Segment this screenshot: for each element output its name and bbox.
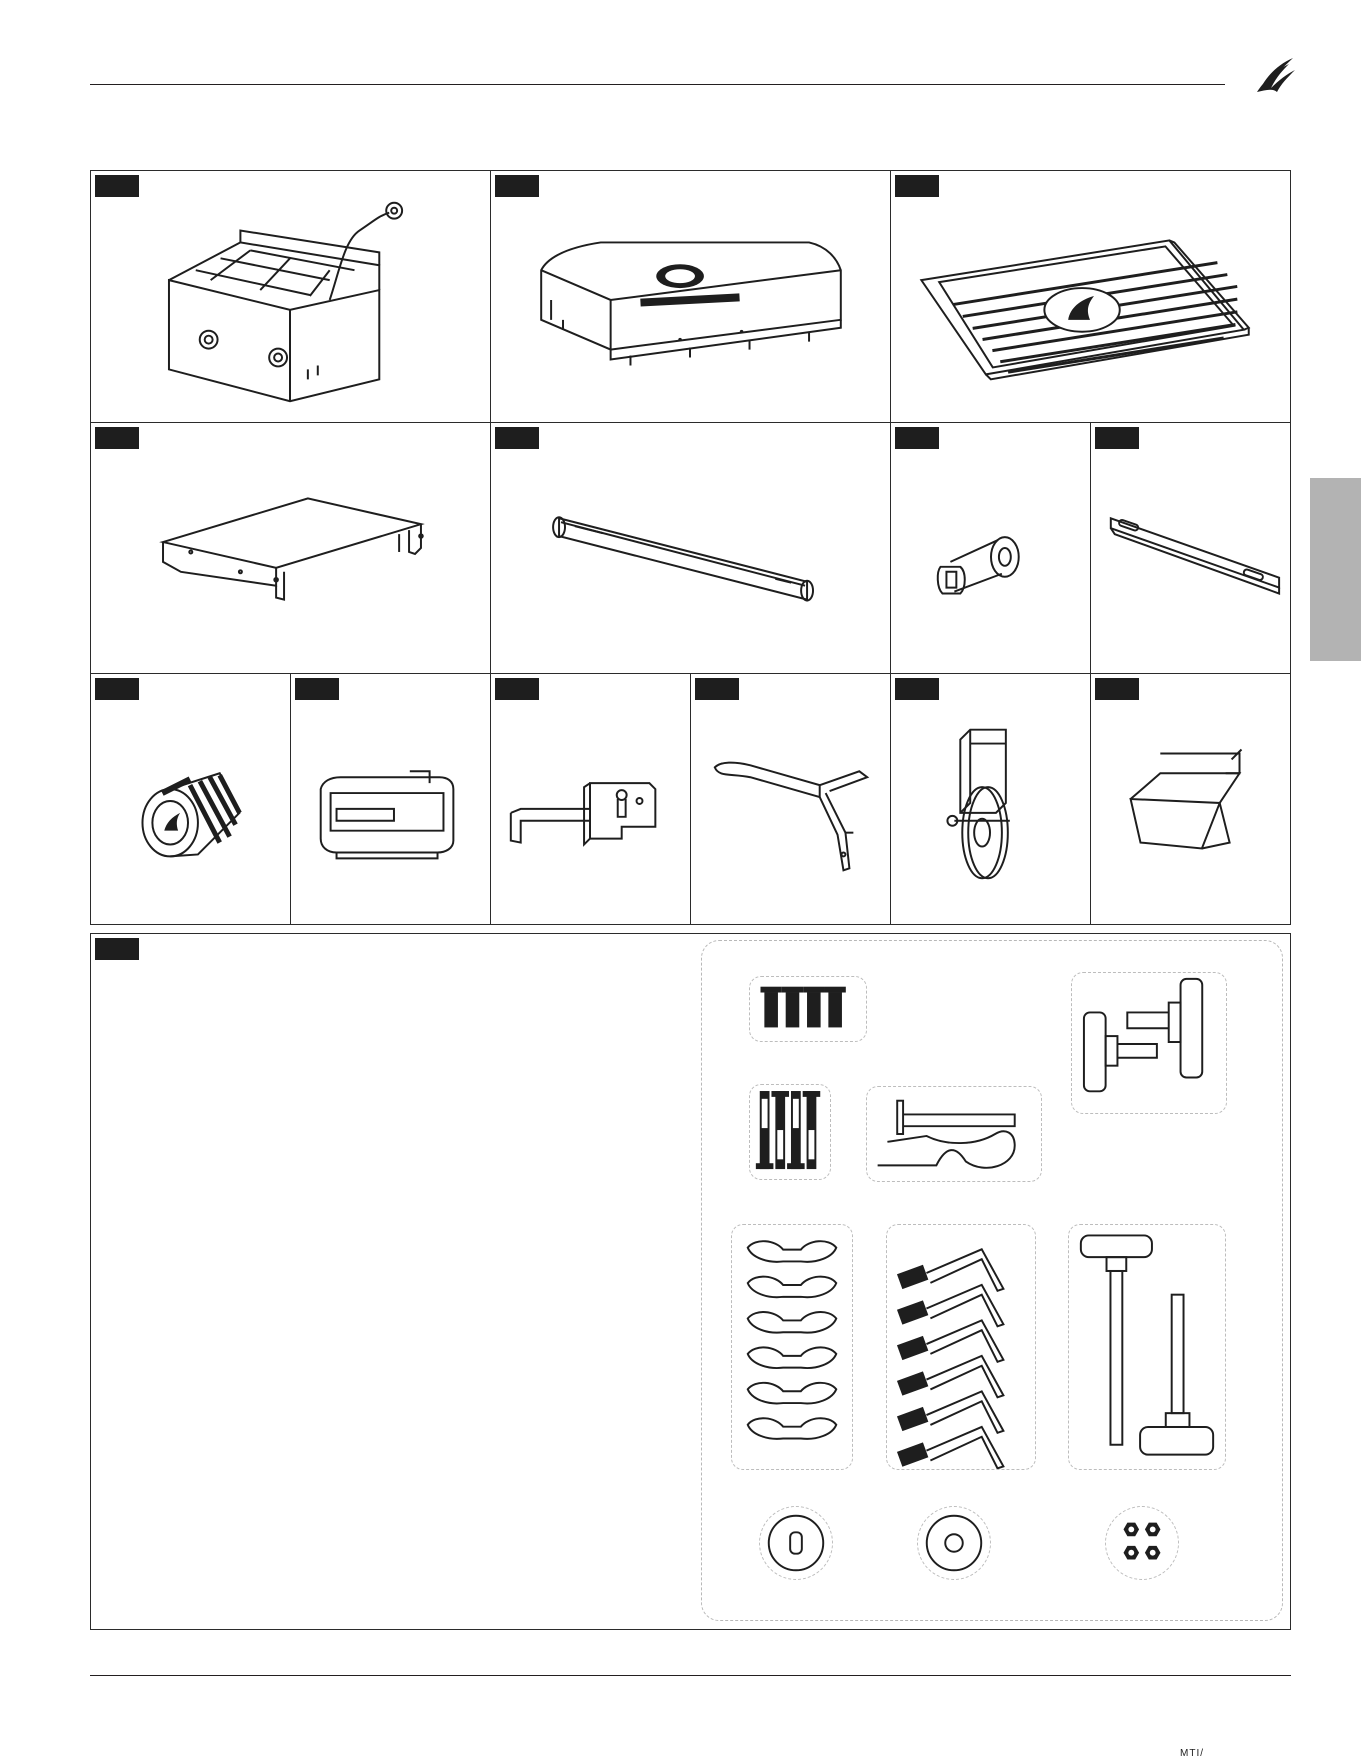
burner-box-drawing [91, 171, 490, 422]
flame-logo-icon [1255, 54, 1297, 94]
part-cell-regulator-knob [90, 673, 291, 925]
part-cell-shelf-frame [90, 422, 491, 674]
hardware-wing-nuts [731, 1224, 853, 1470]
hardware-flat-washer [917, 1506, 991, 1580]
part-cell-grease-cup [1090, 673, 1291, 925]
grease-cup-drawing [1091, 674, 1290, 924]
hardware-lock-nuts [1105, 1506, 1179, 1580]
part-cell-grease-holder [290, 673, 491, 925]
part-cell-caster-wheel [890, 673, 1091, 925]
shelf-frame-drawing [91, 423, 490, 673]
section-tab [1310, 478, 1361, 661]
grease-holder-drawing [291, 674, 490, 924]
footer-code: MTI/ [1180, 1748, 1204, 1759]
hardware-keyed-washer [759, 1506, 833, 1580]
hardware-short-bolts [749, 976, 867, 1042]
leg-connector-drawing [891, 423, 1090, 673]
part-cell-leg-connector [890, 422, 1091, 674]
hardware-long-knob-bolts [1068, 1224, 1226, 1470]
hardware-l-bolts [886, 1224, 1036, 1470]
hardware-pin-and-clip [866, 1086, 1042, 1182]
part-cell-rear-brace [1090, 422, 1291, 674]
regulator-knob-drawing [91, 674, 290, 924]
part-tag [95, 938, 139, 960]
tank-hook-drawing [491, 674, 690, 924]
hardware-thumb-knobs [1071, 972, 1227, 1114]
part-cell-griddle-tray [890, 170, 1291, 423]
griddle-tray-drawing [891, 171, 1290, 422]
footer-rule [90, 1675, 1291, 1676]
support-bar-drawing [491, 423, 890, 673]
rear-brace-drawing [1091, 423, 1290, 673]
part-cell-support-bar [490, 422, 891, 674]
part-cell-griddle-hood [490, 170, 891, 423]
part-cell-tank-hook [490, 673, 691, 925]
part-cell-lever-handle [690, 673, 891, 925]
header-rule [90, 84, 1225, 85]
caster-wheel-drawing [891, 674, 1090, 924]
lever-handle-drawing [691, 674, 890, 924]
part-cell-hardware-pack [90, 933, 1291, 1630]
hardware-long-bolts [749, 1084, 831, 1180]
griddle-hood-drawing [491, 171, 890, 422]
part-cell-burner-box [90, 170, 491, 423]
